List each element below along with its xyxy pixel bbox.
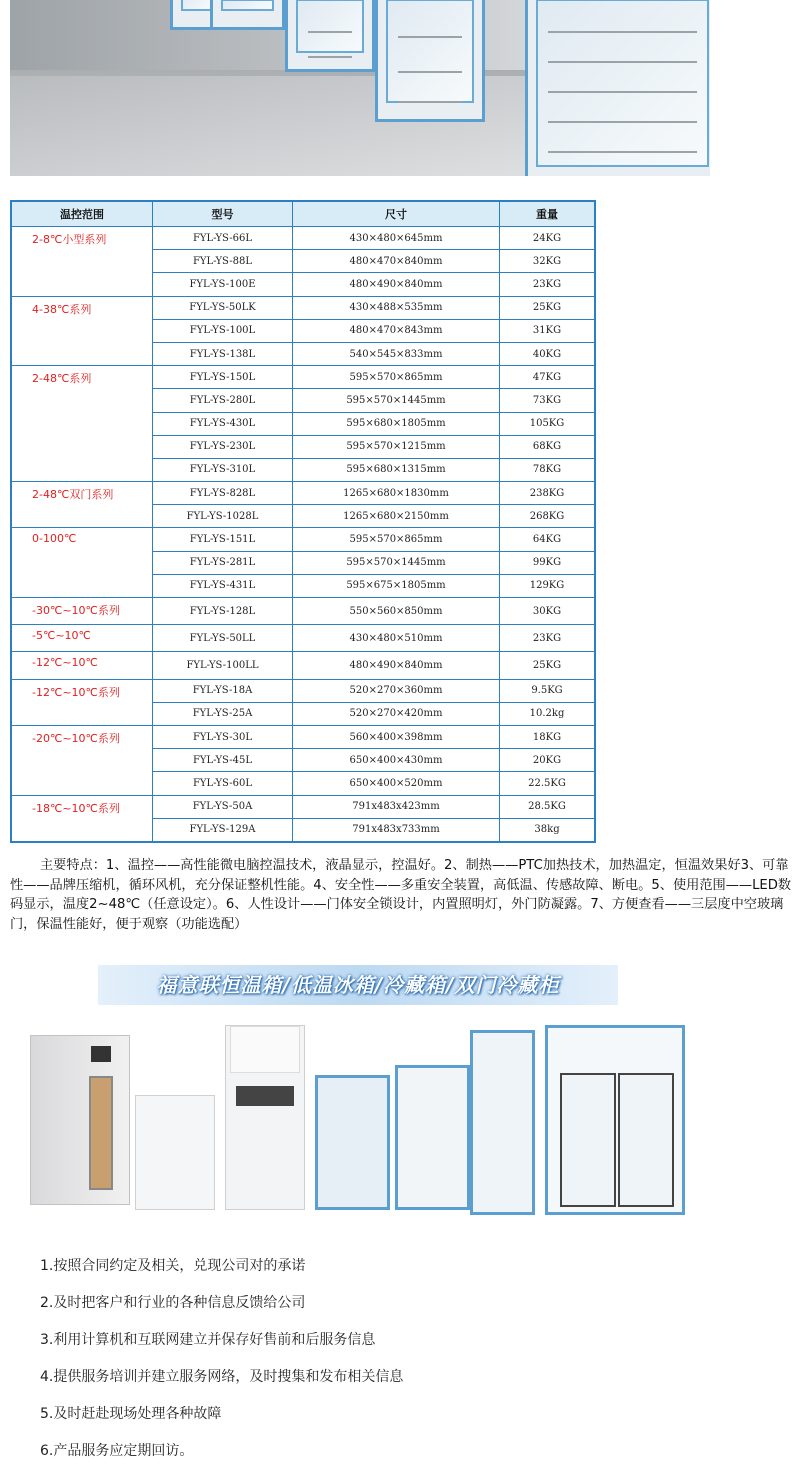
fridge-image [315,1075,390,1210]
size-cell: 480×470×843mm [293,319,500,342]
size-cell: 480×490×840mm [293,652,500,679]
product-banner [30,955,690,1245]
size-cell: 595×675×1805mm [293,574,500,597]
weight-cell: 268KG [500,505,596,528]
range-cell: 2-48℃系列 [11,366,153,482]
table-header-row [11,201,595,227]
weight-cell: 30KG [500,598,596,625]
size-cell: 650×400×520mm [293,772,500,795]
model-cell: FYL-YS-828L [153,482,293,505]
list-item: 1.按照合同约定及相关，兑现公司对的承诺 [40,1258,306,1274]
product-photo-top [10,0,710,176]
table-row [11,296,595,319]
model-cell: FYL-YS-138L [153,342,293,365]
range-cell: 4-38℃系列 [11,296,153,366]
weight-cell: 38kg [500,818,596,842]
chest-freezer-image [225,1025,305,1210]
table-row [11,652,595,679]
table-row [11,227,595,250]
weight-cell: 24KG [500,227,596,250]
model-cell: FYL-YS-230L [153,435,293,458]
table-row [11,528,595,551]
table-row [11,482,595,505]
model-cell: FYL-YS-88L [153,250,293,273]
model-cell: FYL-YS-281L [153,551,293,574]
model-cell: FYL-YS-60L [153,772,293,795]
mini-fridge-image [135,1095,215,1210]
weight-cell: 25KG [500,296,596,319]
model-cell: FYL-YS-431L [153,574,293,597]
model-cell: FYL-YS-66L [153,227,293,250]
weight-cell: 78KG [500,458,596,481]
size-cell: 550×560×850mm [293,598,500,625]
weight-cell: 23KG [500,625,596,652]
table-row [11,725,595,748]
weight-cell: 73KG [500,389,596,412]
weight-cell: 68KG [500,435,596,458]
table-row [11,598,595,625]
list-item: 3.利用计算机和互联网建立并保存好售前和后服务信息 [40,1332,376,1348]
header-weight: 重量 [500,201,596,227]
weight-cell: 20KG [500,749,596,772]
size-cell: 540×545×833mm [293,342,500,365]
model-cell: FYL-YS-18A [153,679,293,702]
fridge-image [395,1065,470,1210]
size-cell: 595×570×865mm [293,366,500,389]
fridge-image [285,0,375,72]
range-cell: 2-8℃小型系列 [11,227,153,297]
weight-cell: 64KG [500,528,596,551]
model-cell: FYL-YS-45L [153,749,293,772]
range-cell: -12℃~10℃ [11,652,153,679]
range-cell: 2-48℃双门系列 [11,482,153,528]
size-cell: 520×270×360mm [293,679,500,702]
weight-cell: 105KG [500,412,596,435]
model-cell: FYL-YS-100E [153,273,293,296]
size-cell: 650×400×430mm [293,749,500,772]
weight-cell: 25KG [500,652,596,679]
weight-cell: 32KG [500,250,596,273]
list-item: 6.产品服务应定期回访。 [40,1443,194,1459]
weight-cell: 18KG [500,725,596,748]
weight-cell: 28.5KG [500,795,596,818]
table-row [11,625,595,652]
model-cell: FYL-YS-30L [153,725,293,748]
list-item: 4.提供服务培训并建立服务网络，及时搜集和发布相关信息 [40,1369,404,1385]
fridge-image [470,1030,535,1215]
size-cell: 595×570×1445mm [293,389,500,412]
list-item: 2.及时把客户和行业的各种信息反馈给公司 [40,1295,306,1311]
table-row [11,366,595,389]
size-cell: 595×680×1315mm [293,458,500,481]
range-cell: -18℃~10℃系列 [11,795,153,842]
model-cell: FYL-YS-310L [153,458,293,481]
model-cell: FYL-YS-100LL [153,652,293,679]
model-cell: FYL-YS-129A [153,818,293,842]
header-size: 尺寸 [293,201,500,227]
model-cell: FYL-YS-151L [153,528,293,551]
model-cell: FYL-YS-25A [153,702,293,725]
size-cell: 791x483x733mm [293,818,500,842]
size-cell: 480×490×840mm [293,273,500,296]
weight-cell: 10.2kg [500,702,596,725]
header-model: 型号 [153,201,293,227]
double-door-fridge-image [545,1025,685,1215]
weight-cell: 40KG [500,342,596,365]
banner-title: 福意联恒温箱/低温冰箱/冷藏箱/双门冷藏柜 [98,965,618,1005]
fridge-image [210,0,285,30]
size-cell: 480×470×840mm [293,250,500,273]
spec-table [10,200,596,843]
size-cell: 1265×680×1830mm [293,482,500,505]
range-cell: 0-100℃ [11,528,153,598]
service-promises-list [40,1256,403,1478]
size-cell: 595×570×1445mm [293,551,500,574]
weight-cell: 129KG [500,574,596,597]
size-cell: 520×270×420mm [293,702,500,725]
list-item: 5.及时赶赴现场处理各种故障 [40,1406,222,1422]
range-cell: -30℃~10℃系列 [11,598,153,625]
range-cell: -20℃~10℃系列 [11,725,153,795]
weight-cell: 23KG [500,273,596,296]
model-cell: FYL-YS-50LL [153,625,293,652]
model-cell: FYL-YS-100L [153,319,293,342]
range-cell: -5℃~10℃ [11,625,153,652]
weight-cell: 22.5KG [500,772,596,795]
fridge-image [525,0,710,176]
header-range: 温控范围 [11,201,153,227]
size-cell: 595×570×865mm [293,528,500,551]
size-cell: 595×680×1805mm [293,412,500,435]
size-cell: 1265×680×2150mm [293,505,500,528]
model-cell: FYL-YS-128L [153,598,293,625]
model-cell: FYL-YS-50LK [153,296,293,319]
features-paragraph: 主要特点：1、温控——高性能微电脑控温技术，液晶显示，控温好。2、制热——PTC加热技术，加热温定，恒温效果好3、可靠性——品牌压缩机，循环风机，充分保证整机性能。4、安全性——多重安全装置，高低温、传感故障、断电。5、使用范围——LED数码显示，温度2~48℃（任意设定）。6、人性设计——门体安全锁设计，内置照明灯，外门防凝露。7、方便查看——三层度中空玻璃门，保温性能好，便于观察（功能选配） [10,858,792,932]
incubator-image [30,1035,130,1205]
range-cell: -12℃~10℃系列 [11,679,153,725]
size-cell: 430×480×510mm [293,625,500,652]
model-cell: FYL-YS-50A [153,795,293,818]
size-cell: 430×488×535mm [293,296,500,319]
model-cell: FYL-YS-430L [153,412,293,435]
weight-cell: 47KG [500,366,596,389]
size-cell: 791x483x423mm [293,795,500,818]
size-cell: 595×570×1215mm [293,435,500,458]
size-cell: 560×400×398mm [293,725,500,748]
model-cell: FYL-YS-150L [153,366,293,389]
table-row [11,679,595,702]
table-row [11,795,595,818]
fridge-image [375,0,485,122]
model-cell: FYL-YS-1028L [153,505,293,528]
weight-cell: 31KG [500,319,596,342]
weight-cell: 238KG [500,482,596,505]
weight-cell: 9.5KG [500,679,596,702]
size-cell: 430×480×645mm [293,227,500,250]
weight-cell: 99KG [500,551,596,574]
spec-table-body [11,227,595,842]
model-cell: FYL-YS-280L [153,389,293,412]
